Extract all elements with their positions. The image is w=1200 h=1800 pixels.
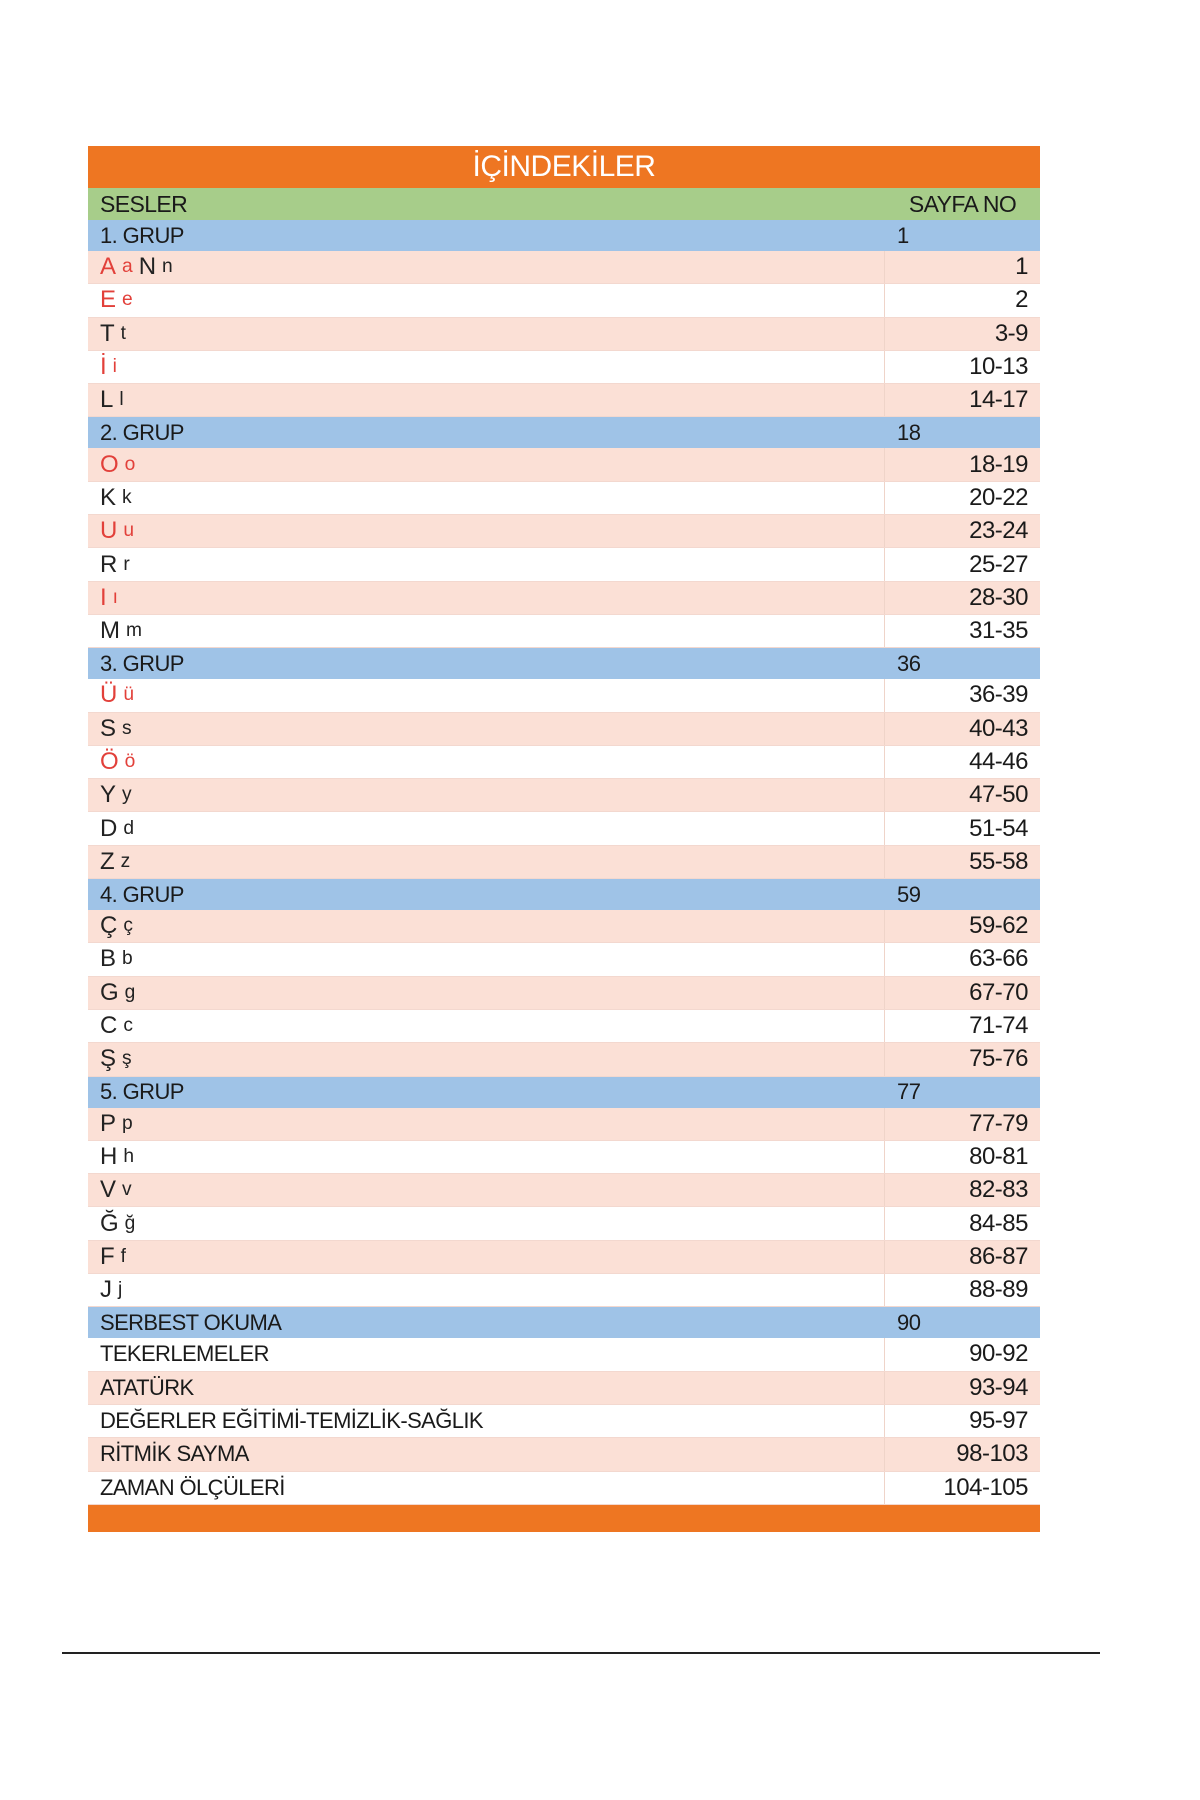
letter: G [100,978,119,1006]
letter: Z [100,847,115,875]
group-row [88,1307,1040,1338]
page-number: 3-9 [994,319,1028,347]
page-number: 104-105 [943,1473,1028,1501]
page-number: 2 [1015,286,1028,314]
page-number: 36-39 [969,681,1028,709]
group-label: 4. GRUP [100,881,184,907]
page-number: 67-70 [969,978,1028,1006]
page-number: 75-76 [969,1045,1028,1073]
letter: p [122,1112,133,1134]
page-number: 44-46 [969,748,1028,775]
letter: S [100,714,117,742]
group-row [88,220,1040,251]
table-row [88,1438,1040,1471]
letter: v [122,1179,132,1201]
table-row [88,1043,1040,1076]
table-row [88,1141,1040,1174]
page-number: 31-35 [969,617,1028,645]
row-label [88,548,885,580]
page-number: 28-30 [969,583,1028,611]
row-label: RİTMİK SAYMA [88,1438,885,1470]
row-label: DEĞERLER EĞİTİMİ-TEMİZLİK-SAĞLIK [88,1405,885,1437]
letter: F [100,1242,115,1270]
group-row [88,417,1040,448]
table-row [88,1108,1040,1141]
page-number: 90-92 [969,1340,1028,1368]
table-row [88,1472,1040,1505]
letter: T [100,319,115,347]
letter: e [122,289,133,311]
letter: H [100,1142,118,1170]
letter: l [119,389,124,411]
letter: C [100,1012,118,1040]
row-label [88,910,885,942]
table-row [88,713,1040,746]
letter: ı [112,586,119,608]
page-number: 20-22 [969,483,1028,511]
page-number: 10-13 [969,353,1028,381]
group-label: 3. GRUP [100,650,184,676]
page-number: 18 [897,419,921,445]
page-number: 40-43 [969,714,1028,742]
table-row [88,548,1040,581]
letter: U [100,517,118,545]
footer-bar [88,1505,1040,1532]
row-label [88,746,885,778]
page-number: 82-83 [969,1176,1028,1204]
row-label [88,482,885,514]
row-label [88,284,885,316]
table-row [88,515,1040,548]
letter: z [120,850,131,872]
table-row [88,582,1040,615]
letter: ş [122,1048,132,1070]
table-row [88,1010,1040,1043]
letter: İ [100,353,107,381]
page-number: 77-79 [969,1109,1028,1137]
page-number: 55-58 [969,847,1028,875]
row-label [88,1141,885,1173]
letter: P [100,1109,117,1137]
letter: O [100,450,119,478]
page-number: 80-81 [969,1142,1028,1170]
table-row [88,1372,1040,1405]
page-number: 84-85 [969,1209,1028,1237]
page-number: 1 [1015,253,1028,281]
letter: k [122,486,132,508]
row-label [88,1241,885,1273]
table-row [88,1241,1040,1274]
letter: y [122,784,132,806]
letter: o [124,453,136,475]
table-row [88,910,1040,943]
table-row [88,251,1040,284]
letter: r [123,553,130,575]
table-header [88,188,1040,220]
table-row [88,779,1040,812]
page-number: 98-103 [956,1440,1028,1468]
letter: n [162,256,173,278]
letter: N [138,253,157,281]
page-number: 71-74 [969,1012,1028,1040]
letter: u [123,520,135,542]
letter: Y [100,781,117,809]
table-row [88,846,1040,879]
page-number: 51-54 [969,814,1028,842]
page-number: 14-17 [969,386,1028,414]
page-number: 18-19 [969,450,1028,478]
row-label [88,351,885,383]
letter: a [122,256,133,278]
table-row [88,977,1040,1010]
letter: t [120,322,127,344]
row-label [88,251,885,283]
row-label [88,713,885,745]
letter: i [112,356,117,378]
page-number: 1 [897,222,909,248]
row-label [88,448,885,480]
group-row [88,648,1040,679]
table-row [88,384,1040,417]
page-title: İÇİNDEKİLER [88,146,1040,188]
group-row [88,879,1040,910]
page-number: 47-50 [969,781,1028,809]
row-label [88,812,885,844]
page-number: 23-24 [969,517,1028,545]
row-label: TEKERLEMELER [88,1338,885,1370]
table-row [88,1174,1040,1207]
row-label [88,1108,885,1140]
group-label: 5. GRUP [100,1079,184,1105]
header-sounds: SESLER [100,191,188,217]
row-label [88,943,885,975]
letter: j [118,1279,123,1301]
table-row [88,679,1040,712]
page-number: 63-66 [969,945,1028,973]
letter: h [123,1145,135,1167]
letter: b [122,948,133,970]
group-label: 2. GRUP [100,419,184,445]
letter: L [100,386,114,414]
letter: Ü [100,681,118,709]
letter: Ö [100,748,119,775]
row-label [88,384,885,416]
letter: s [122,717,132,739]
page-number: 88-89 [969,1276,1028,1304]
table-row [88,615,1040,648]
table-row [88,284,1040,317]
table-row [88,943,1040,976]
letter: V [100,1176,117,1204]
letter: M [100,617,120,645]
row-label [88,1274,885,1306]
letter: d [123,817,135,839]
row-label [88,615,885,647]
letter: c [123,1015,133,1037]
table-row [88,448,1040,481]
table-row [88,482,1040,515]
letter: R [100,550,118,578]
letter: m [126,620,142,642]
row-label [88,1207,885,1239]
letter: Ğ [100,1209,119,1237]
page-number: 77 [897,1079,921,1105]
row-label [88,846,885,878]
row-label: ZAMAN ÖLÇÜLERİ [88,1472,885,1504]
letter: B [100,945,117,973]
page-number: 25-27 [969,550,1028,578]
letter: K [100,483,117,511]
row-label [88,318,885,350]
toc-rows [88,220,1040,1505]
header-page-no: SAYFA NO [908,191,1017,217]
row-label [88,779,885,811]
row-label: ATATÜRK [88,1372,885,1404]
letter: A [100,253,117,281]
letter: J [100,1276,112,1304]
table-row [88,351,1040,384]
page-number: 90 [897,1309,921,1335]
letter: Ş [100,1045,117,1073]
page-number: 36 [897,650,921,676]
page-number: 95-97 [969,1407,1028,1435]
letter: g [124,981,136,1003]
row-label [88,582,885,614]
table-row [88,318,1040,351]
row-label [88,1010,885,1042]
group-row [88,1077,1040,1108]
letter: ğ [124,1212,136,1234]
letter: f [120,1245,127,1267]
letter: E [100,286,117,314]
table-of-contents [88,146,1040,1532]
page-number: 86-87 [969,1242,1028,1270]
table-row [88,1207,1040,1240]
letter: ö [124,751,136,772]
letter: Ç [100,912,118,940]
letter: ç [123,915,133,937]
group-label: 1. GRUP [100,222,184,248]
bottom-rule [62,1652,1100,1654]
row-label [88,679,885,711]
page-number: 93-94 [969,1373,1028,1401]
row-label [88,1174,885,1206]
table-row [88,746,1040,779]
table-row [88,812,1040,845]
table-row [88,1405,1040,1438]
row-label [88,515,885,547]
page-number: 59 [897,881,921,907]
group-label: SERBEST OKUMA [100,1309,282,1335]
letter: ü [123,684,135,706]
letter: I [100,583,107,611]
row-label [88,1043,885,1075]
row-label [88,977,885,1009]
table-row [88,1274,1040,1307]
page-number: 59-62 [969,912,1028,940]
letter: D [100,814,118,842]
table-row [88,1338,1040,1371]
